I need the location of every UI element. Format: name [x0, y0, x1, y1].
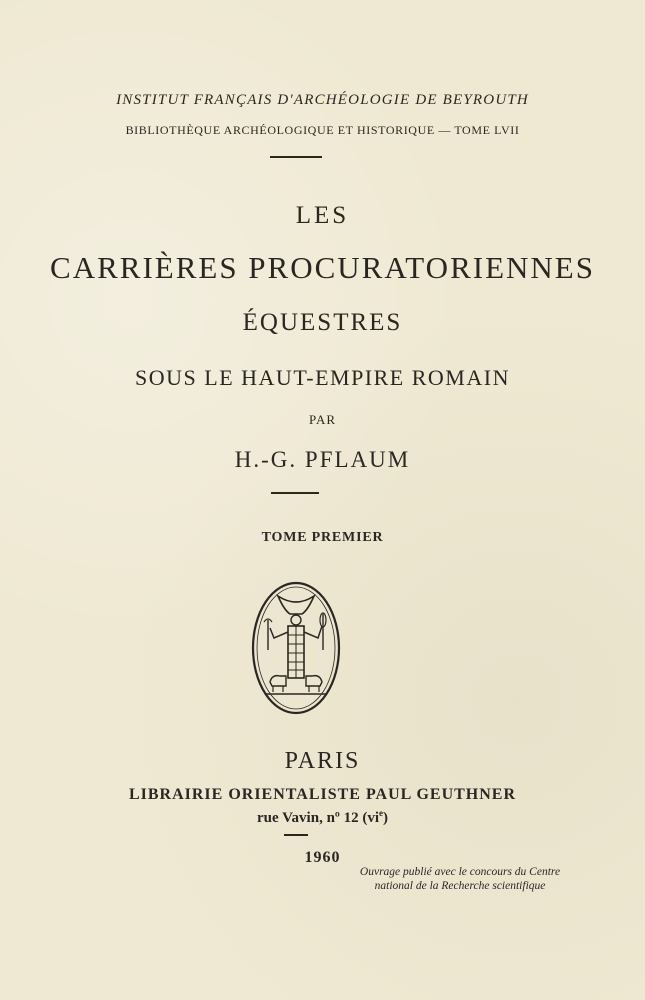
byline-par: PAR	[308, 412, 337, 427]
address-end: )	[383, 810, 389, 826]
publication-note	[340, 865, 580, 893]
divider-top	[270, 156, 322, 158]
printer-device-emblem-icon	[250, 580, 342, 716]
divider-author	[271, 492, 319, 494]
author-name: H.-G. PFLAUM	[234, 447, 411, 472]
institute-name: INSTITUT FRANÇAIS D'ARCHÉOLOGIE DE BEYROUTH	[116, 92, 529, 108]
publisher-city: PARIS	[284, 748, 361, 774]
series-name: BIBLIOTHÈQUE ARCHÉOLOGIQUE ET HISTORIQUE — TOME LVII	[125, 123, 520, 137]
title-line-2: CARRIÈRES PROCURATORIENNES	[50, 250, 595, 285]
address-main: rue Vavin, nº 12 (vi	[256, 810, 380, 826]
divider-bottom	[284, 834, 308, 836]
volume-label: TOME PREMIER	[261, 530, 384, 545]
address-superscript: e	[379, 808, 384, 818]
publication-year: 1960	[304, 849, 341, 866]
publisher-name: LIBRAIRIE ORIENTALISTE PAUL GEUTHNER	[128, 786, 517, 803]
title-line-3: ÉQUESTRES	[242, 309, 403, 336]
note-line-1: Ouvrage publié avec le concours du Centre	[359, 866, 561, 878]
note-line-2: national de la Recherche scientifique	[374, 880, 546, 892]
title-line-4: SOUS LE HAUT-EMPIRE ROMAIN	[135, 365, 510, 390]
title-line-1: LES	[295, 202, 350, 229]
publisher-address	[0, 808, 645, 827]
